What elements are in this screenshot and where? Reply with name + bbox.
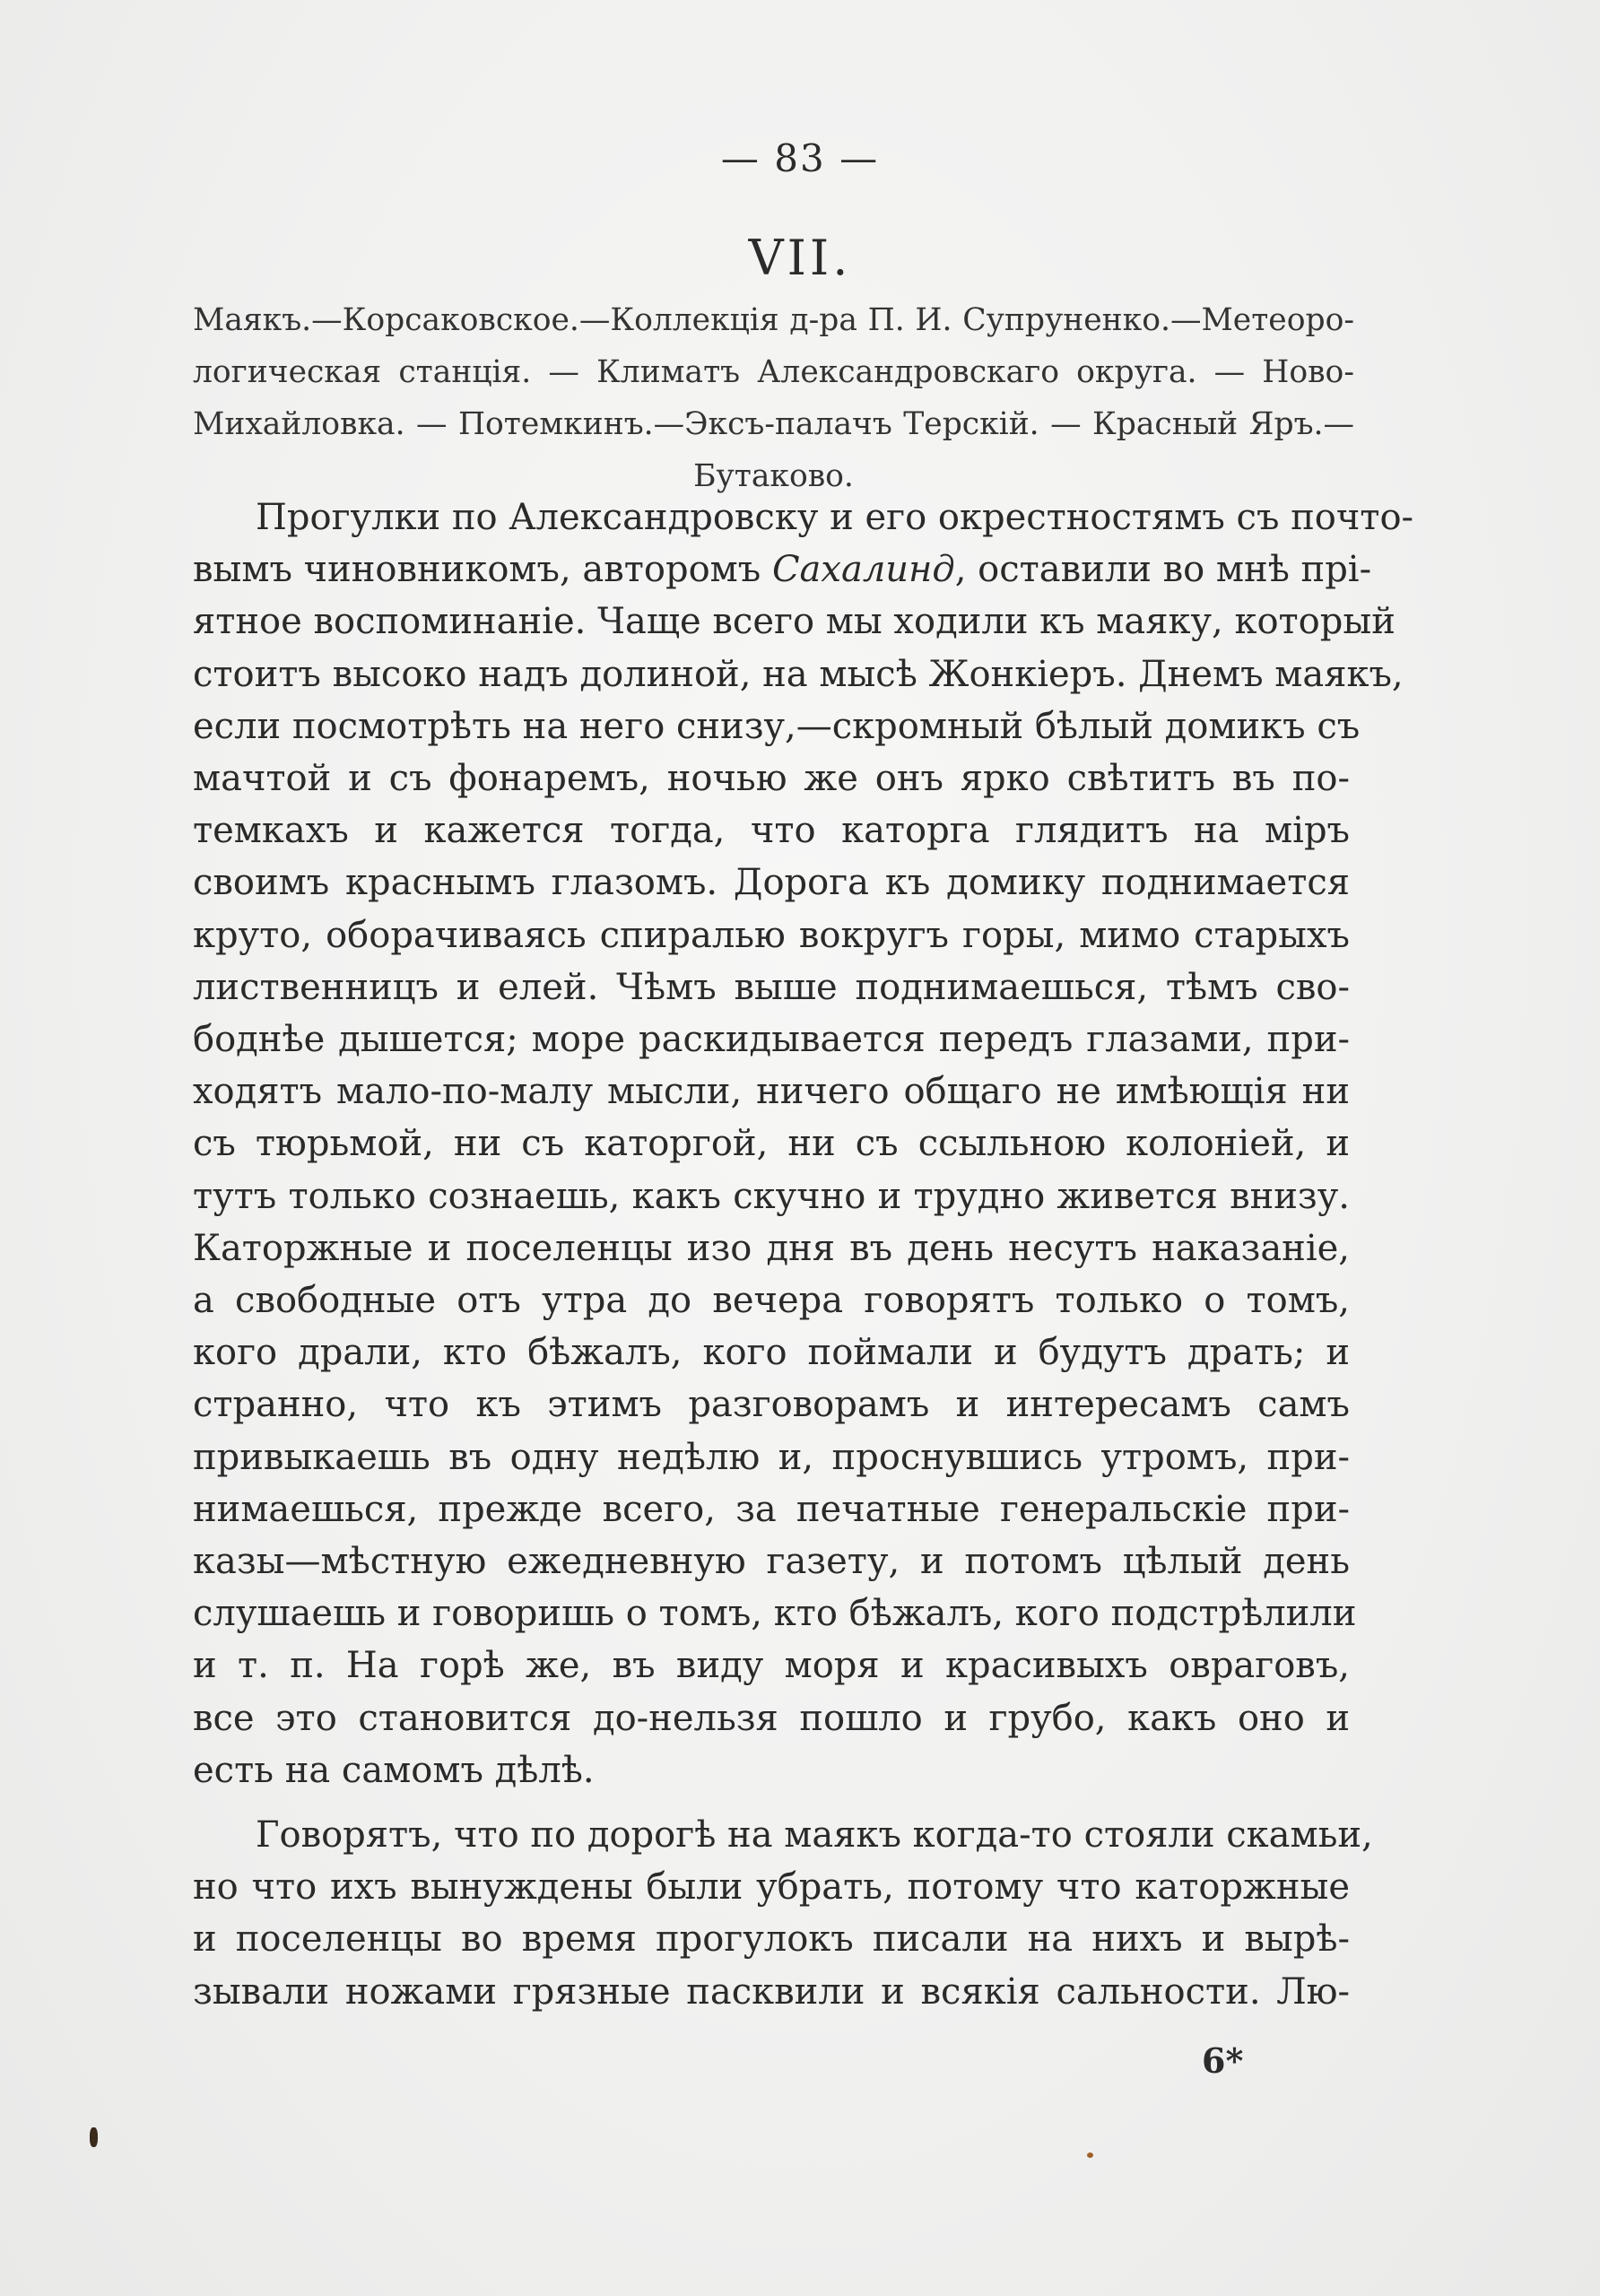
paragraph-line: нимаешься, прежде всего, за печатные генеральскіе при- bbox=[193, 1488, 1350, 1530]
paragraph-line: кого драли, кто бѣжалъ, кого поймали и будутъ драть; и bbox=[193, 1332, 1350, 1374]
line-text: вымъ чиновникомъ, авторомъ bbox=[193, 549, 761, 591]
paragraph-line: тутъ только сознаешь, какъ скучно и трудно живется внизу. bbox=[193, 1175, 1350, 1217]
paragraph-line: мачтой и съ фонаремъ, ночью же онъ ярко свѣтитъ въ по- bbox=[193, 758, 1350, 800]
summary-line: логическая станція. — Климатъ Александровскаго округа. — Ново- bbox=[193, 354, 1354, 390]
paragraph-line: зывали ножами грязные пасквили и всякія сальности. Лю- bbox=[193, 1970, 1350, 2013]
paragraph-line: лиственницъ и елей. Чѣмъ выше поднимаешься, тѣмъ сво- bbox=[193, 966, 1350, 1008]
paragraph-line: Говорятъ, что по дорогѣ на маякъ когда-то стояли скамьи, bbox=[256, 1814, 1373, 1857]
summary-line: Бутаково. bbox=[693, 458, 854, 494]
paragraph-line: стоитъ высоко надъ долиной, на мысѣ Жонкіеръ. Днемъ маякъ, bbox=[193, 653, 1404, 695]
body-text bbox=[193, 491, 1414, 2018]
paragraph-line: но что ихъ вынуждены были убрать, потому что каторжные bbox=[193, 1866, 1350, 1909]
paragraph-line bbox=[193, 544, 1372, 596]
page-number: — 83 — bbox=[720, 136, 880, 180]
ink-speck bbox=[1087, 2152, 1093, 2158]
paragraph-line: темкахъ и кажется тогда, что каторга глядитъ на міръ bbox=[193, 810, 1350, 852]
paragraph-line: казы—мѣстную ежедневную газету, и потомъ цѣлый день bbox=[193, 1541, 1350, 1583]
paragraph-line: Каторжные и поселенцы изо дня въ день несутъ наказаніе, bbox=[193, 1227, 1350, 1269]
summary-line: Маякъ.—Корсаковское.—Коллекція д-ра П. И. Супруненко.—Метеоро- bbox=[193, 302, 1354, 338]
ink-speck bbox=[90, 2127, 98, 2147]
paragraph-line: странно, что къ этимъ разговорамъ и интересамъ самъ bbox=[193, 1384, 1350, 1426]
printer-signature-mark: 6* bbox=[1202, 2040, 1244, 2081]
chapter-summary bbox=[193, 294, 1354, 502]
paragraph-line: Прогулки по Александровску и его окрестностямъ съ почто- bbox=[256, 497, 1414, 538]
paragraph-line: ходятъ мало-по-малу мысли, ничего общаго не имѣющія ни bbox=[193, 1071, 1350, 1113]
paragraph-line: слушаешь и говоришь о томъ, кто бѣжалъ, кого подстрѣлили bbox=[193, 1593, 1357, 1635]
paragraph-line: если посмотрѣть на него снизу,—скромный бѣлый домикъ съ bbox=[193, 705, 1361, 747]
paragraph-line: привыкаешь въ одну недѣлю и, проснувшись утромъ, при- bbox=[193, 1436, 1350, 1478]
book-title-italic: Сахалинд bbox=[771, 549, 955, 591]
paragraph-line: и поселенцы во время прогулокъ писали на нихъ и вырѣ- bbox=[193, 1918, 1350, 1961]
paragraph-line: а свободные отъ утра до вечера говорятъ только о томъ, bbox=[193, 1280, 1350, 1322]
paragraph-line: своимъ краснымъ глазомъ. Дорога къ домику поднимается bbox=[193, 862, 1350, 904]
line-text: , оставили во мнѣ прі- bbox=[954, 549, 1372, 591]
paragraph-line: съ тюрьмой, ни съ каторгой, ни съ ссыльною колоніей, и bbox=[193, 1123, 1350, 1165]
paragraph-line: все это становится до-нельзя пошло и грубо, какъ оно и bbox=[193, 1697, 1350, 1739]
chapter-heading: VII. bbox=[748, 230, 852, 286]
paragraph-line: и т. п. На горѣ же, въ виду моря и красивыхъ овраговъ, bbox=[193, 1645, 1350, 1687]
paragraph-line: есть на самомъ дѣлѣ. bbox=[193, 1749, 595, 1791]
summary-line: Михайловка. — Потемкинъ.—Эксъ-палачъ Терскій. — Красный Яръ.— bbox=[193, 406, 1354, 442]
paragraph-line: ятное воспоминаніе. Чаще всего мы ходили къ маяку, который bbox=[193, 601, 1396, 643]
paragraph-line: боднѣе дышется; море раскидывается передъ глазами, при- bbox=[193, 1019, 1350, 1061]
paragraph-line: круто, оборачиваясь спиралью вокругъ горы, мимо старыхъ bbox=[193, 914, 1350, 956]
